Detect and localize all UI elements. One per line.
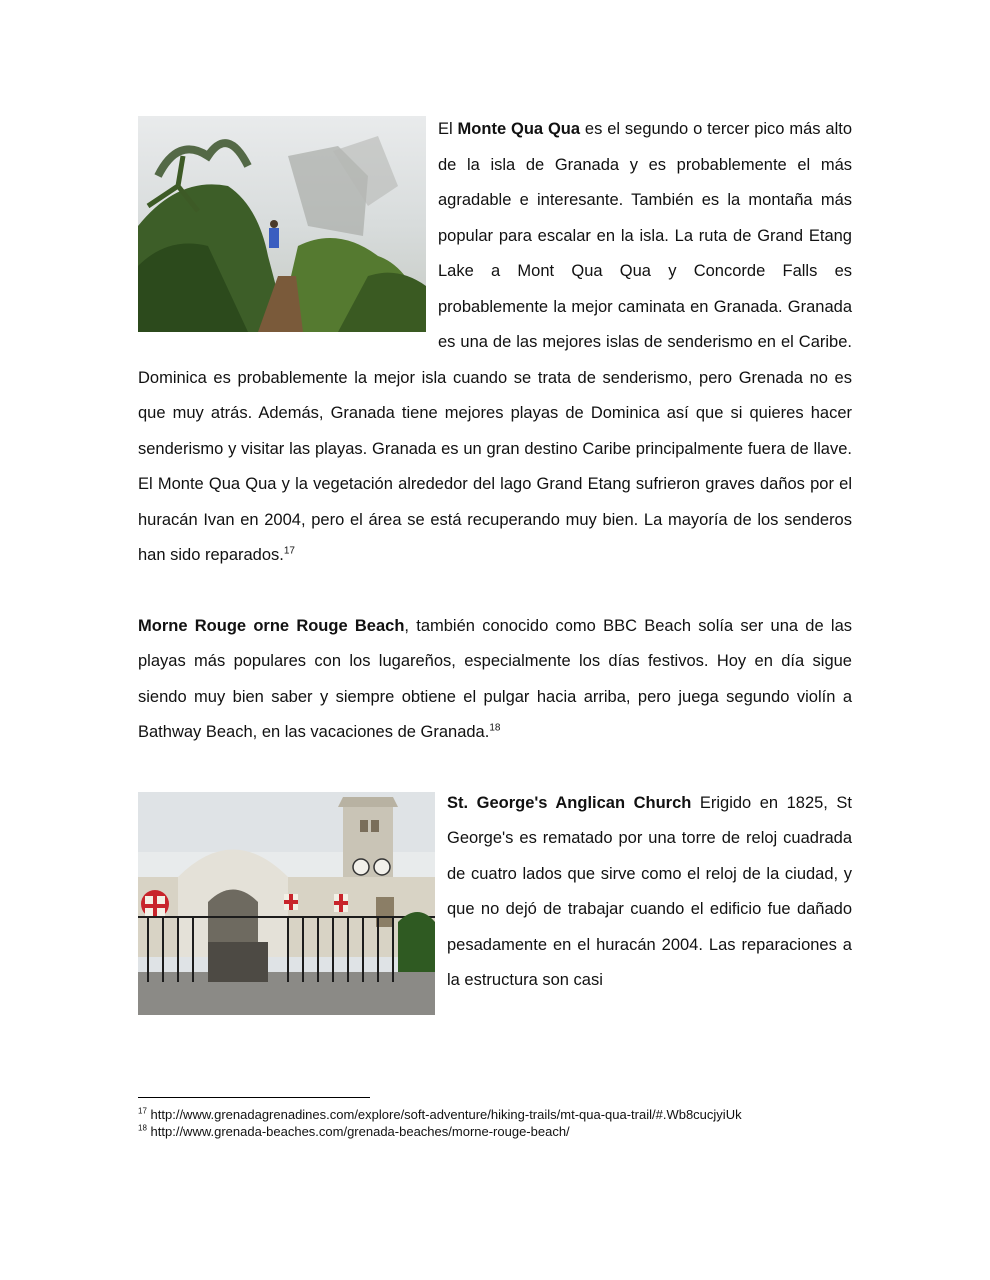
document-body	[138, 112, 852, 1019]
footnotes	[138, 1106, 758, 1140]
footnote-ref-17[interactable]: 17	[283, 545, 295, 557]
paragraph-morne-rouge: Morne Rouge orne Rouge Beach, también conocido como BBC Beach solía ser una de las playas más populares con los lugareños, especialmente los días festivos. Hoy en día sigue siendo muy bien saber y siempre obtiene el pulgar hacia arriba, pero juega segundo violín a Bathway Beach, en las vacaciones de Granada.$^{18}$	[138, 616, 853, 741]
paragraph-st-georges-church: St. George's Anglican Church Erigido en 1825, St George's es rematado por una torre de reloj cuadrada de cuatro lados que sirve como el reloj de la ciudad, y que no dejó de trabajar cuando el edificio fue dañado pesadamente en el huracán 2004. Las reparaciones a la estructura son casi	[447, 793, 853, 989]
footnote-18: $^{18}$ http://www.grenada-beaches.com/grenada-beaches/morne-rouge-beach/	[138, 1123, 570, 1139]
footnote-17-link[interactable]: http://www.grenadagrenadines.com/explore/soft-adventure/hiking-trails/mt-qua-qua-trail/#.Wb8cucjyiUk	[150, 1107, 742, 1122]
heading-morne-rouge: Morne Rouge orne Rouge Beach	[138, 616, 405, 635]
paragraph-monte-qua-qua: El Monte Qua Qua es el segundo o tercer pico más alto de la isla de Granada y es probablemente el más agradable e interesante. También es la montaña más popular para escalar en la isla. La ruta de Grand Etang Lake a Mont Qua Qua y Concorde Falls es probablemente la mejor caminata en Granada. Granada es una de las mejores islas de senderismo en el Caribe. Dominica es probablemente la mejor isla cuando se trata de senderismo, pero Grenada no es que muy atrás. Además, Granada tiene mejores playas de Dominica así que si quieres hacer senderismo y visitar las playas. Granada es un gran destino Caribe principalmente fuera de llave. El Monte Qua Qua y la vegetación alrededor del lago Grand Etang sufrieron graves daños por el huracán Ivan en 2004, pero el área se está recuperando muy bien. La mayoría de los senderos han sido reparados.$^{17}$	[138, 120, 852, 564]
footnote-18-link[interactable]: http://www.grenada-beaches.com/grenada-beaches/morne-rouge-beach/	[150, 1124, 570, 1139]
footnote-17: $^{17}$ http://www.grenadagrenadines.com/explore/soft-adventure/hiking-trails/mt-qua-qua-trail/#.Wb8cucjyiUk	[138, 1106, 742, 1122]
footnote-separator	[138, 1097, 370, 1098]
heading-st-georges-church: St. George's Anglican Church	[447, 793, 692, 812]
mountain-photo	[138, 116, 426, 332]
church-photo	[138, 792, 435, 1015]
footnote-ref-18[interactable]: 18	[489, 722, 501, 734]
heading-monte-qua-qua: Monte Qua Qua	[457, 120, 581, 138]
